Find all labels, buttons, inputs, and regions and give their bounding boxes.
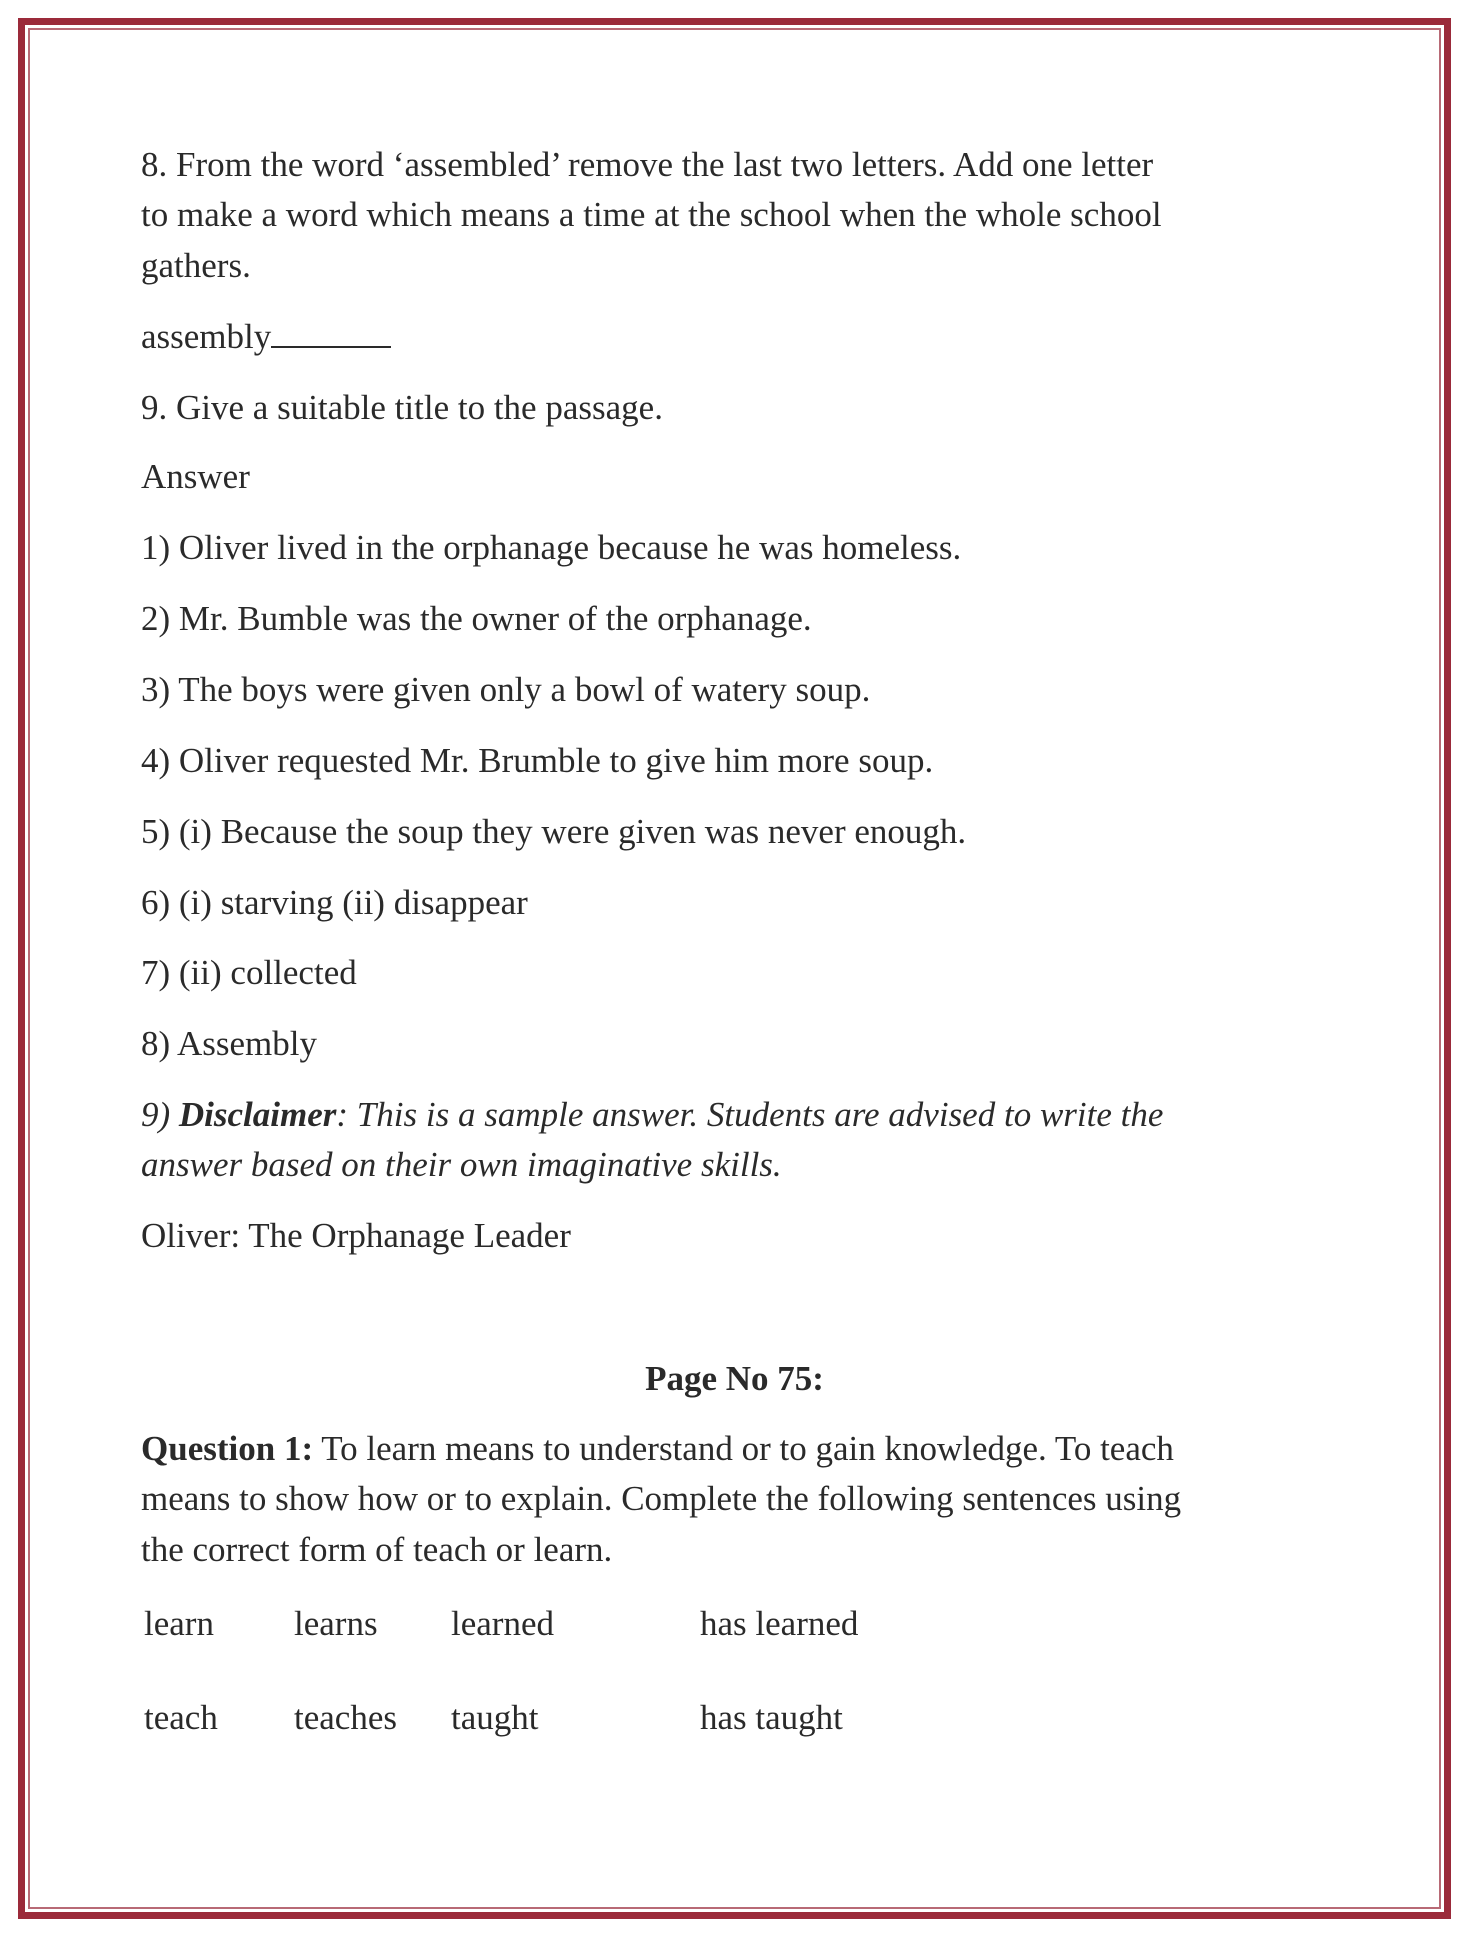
question-9: 9. Give a suitable title to the passage. xyxy=(141,388,663,427)
answer-3: 3) The boys were given only a bowl of watery soup. xyxy=(141,670,871,709)
answer-2: 2) Mr. Bumble was the owner of the orphanage. xyxy=(141,599,812,638)
question-1-line-3: the correct form of teach or learn. xyxy=(141,1530,613,1569)
question-8-line-2: to make a word which means a time at the school when the whole school xyxy=(141,195,1162,234)
answer-6: 6) (i) starving (ii) disappear xyxy=(141,883,528,922)
answer-4: 4) Oliver requested Mr. Brumble to give him more soup. xyxy=(141,741,934,780)
word-table-cell: has taught xyxy=(700,1698,843,1737)
title-answer: Oliver: The Orphanage Leader xyxy=(141,1216,571,1255)
question-8-line-1: 8. From the word ‘assembled’ remove the last two letters. Add one letter xyxy=(141,145,1154,184)
question-1-text: To learn means to understand or to gain knowledge. To teach xyxy=(313,1429,1174,1468)
disclaimer-prefix: 9) xyxy=(141,1095,179,1134)
question-8-line-3: gathers. xyxy=(141,246,251,285)
word-table-cell: taught xyxy=(451,1698,539,1737)
word-table-cell: learn xyxy=(144,1604,214,1643)
answer-blank xyxy=(271,312,391,348)
question-1-label: Question 1: xyxy=(141,1429,314,1468)
word-table-cell: learns xyxy=(294,1604,378,1643)
question-1-line-2: means to show how or to explain. Complete the following sentences using xyxy=(141,1479,1182,1518)
answer-word: assembly xyxy=(141,317,272,356)
answer-5: 5) (i) Because the soup they were given was never enough. xyxy=(141,812,967,851)
word-table-cell: has learned xyxy=(700,1604,859,1643)
disclaimer-label: Disclaimer xyxy=(178,1095,337,1134)
answer-8: 8) Assembly xyxy=(141,1024,317,1063)
answer-1: 1) Oliver lived in the orphanage because he was homeless. xyxy=(141,528,962,567)
question-1-line-1 xyxy=(141,1424,1174,1474)
page-heading: Page No 75: xyxy=(645,1359,824,1398)
disclaimer-line-1 xyxy=(141,1090,1163,1140)
word-table-cell: learned xyxy=(451,1604,554,1643)
answer-7: 7) (ii) collected xyxy=(141,953,357,992)
word-table-cell: teach xyxy=(144,1698,218,1737)
question-8-answer-line xyxy=(141,312,391,362)
word-table-cell: teaches xyxy=(294,1698,397,1737)
answer-heading: Answer xyxy=(141,457,250,496)
disclaimer-line-2: answer based on their own imaginative skills. xyxy=(141,1145,782,1184)
disclaimer-text: : This is a sample answer. Students are advised to write the xyxy=(336,1095,1164,1134)
